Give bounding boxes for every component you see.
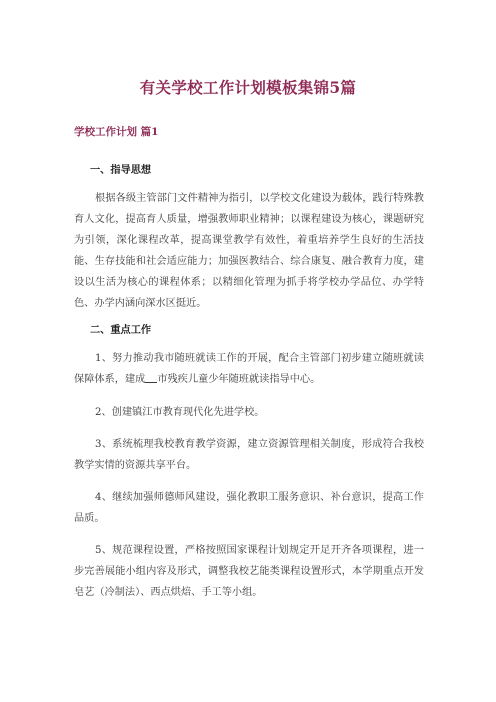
list-item-1 xyxy=(74,348,424,390)
list-item-5: 5、规范课程设置，严格按照国家课程计划规定开足开齐各项课程，进一步完善展能小组内容及形式，调整我校艺能类课程设置形式，本学期重点开发皂艺（冷制法）、西点烘焙、手工等小组。 xyxy=(74,545,424,598)
paragraph-guiding-ideology: 根据各级主管部门文件精神为指引，以学校文化建设为载体，践行特殊教育人文化，提高育人质量，增强教师职业精神；以课程建设为核心，课题研究为引领，深化课程改革，提高课堂教学有效性，着重培养学生良好的生活技能、生存技能和社会适应能力；加强医教结合、综合康复、融合教育力度，建设以生活为核心的课程体系；以精细化管理为抓手将学校办学品位、办学特色、办学内涵向深水区挺近。 xyxy=(74,193,424,309)
section-title: 学校工作计划 篇1 xyxy=(74,126,159,138)
blank-underline xyxy=(145,372,157,383)
list-item-1-text-b: 市残疾儿童少年随班就读指导中心。 xyxy=(157,374,321,385)
heading-guiding-ideology: 一、指导思想 xyxy=(90,164,152,176)
list-item-3: 3、系统梳理我校教育教学资源，建立资源管理相关制度，形成符合我校教学实情的资源共享平台。 xyxy=(74,439,424,471)
list-item-4: 4、继续加强师德师风建设，强化教职工服务意识、补台意识，提高工作品质。 xyxy=(74,492,424,524)
list-item-2: 2、创建镇江市教育现代化先进学校。 xyxy=(95,407,265,418)
list-item-1-text-a: 1、努力推动我市随班就读工作的开展，配合主管部门初步建立随班就读保障体系，建成 xyxy=(74,353,424,385)
document-title: 有关学校工作计划模板集锦5篇 xyxy=(139,78,357,97)
heading-key-work: 二、重点工作 xyxy=(90,324,152,336)
